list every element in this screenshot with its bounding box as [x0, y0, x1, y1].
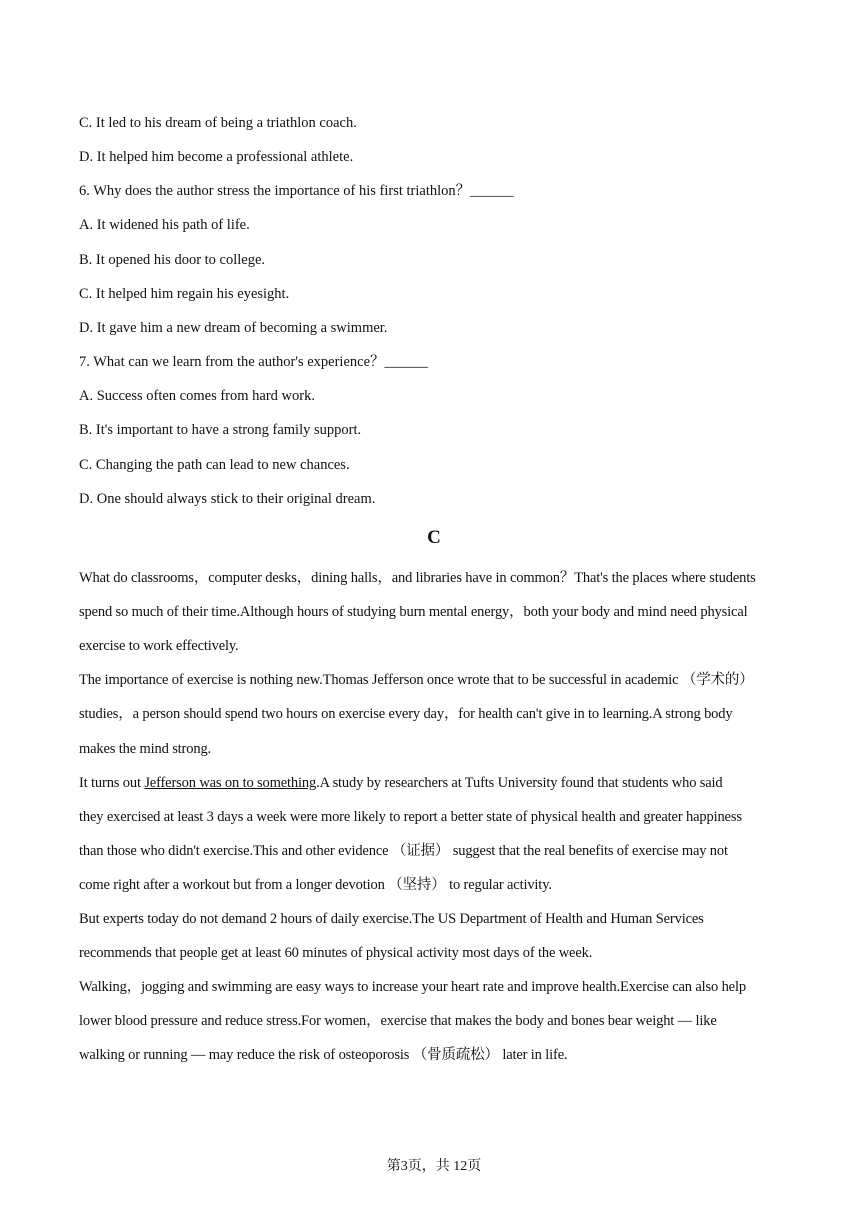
q7-option-d: D. One should always stick to their original dream. — [79, 491, 376, 507]
paragraph-3-lead: It turns out — [79, 775, 145, 791]
paragraph-5-line: Walking，jogging and swimming are easy ways to increase your heart rate and improve health.Exercise can also help — [79, 979, 746, 995]
question-6: 6. Why does the author stress the importance of his first triathlon？______ — [79, 183, 514, 199]
paragraph-2-line: The importance of exercise is nothing new.Thomas Jefferson once wrote that to be successful in academic （学术的） — [79, 672, 754, 688]
paragraph-1-line: exercise to work effectively. — [79, 638, 239, 654]
underlined-phrase: Jefferson was on to something — [144, 775, 317, 791]
q7-option-a: A. Success often comes from hard work. — [79, 388, 315, 404]
q7-option-b: B. It's important to have a strong family support. — [79, 422, 362, 438]
q6-option-c: C. It helped him regain his eyesight. — [79, 286, 290, 302]
option-d-prev: D. It helped him become a professional athlete. — [79, 149, 354, 165]
q6-option-b: B. It opened his door to college. — [79, 252, 266, 268]
paragraph-5-line: lower blood pressure and reduce stress.For women，exercise that makes the body and bones bear weight — like — [79, 1013, 717, 1029]
paragraph-2-line: makes the mind strong. — [79, 741, 212, 757]
paragraph-3-line: come right after a workout but from a longer devotion （坚持） to regular activity. — [79, 877, 552, 893]
section-heading: C — [427, 527, 441, 548]
paragraph-3-line: they exercised at least 3 days a week were more likely to report a better state of physical health and greater happiness — [79, 809, 742, 825]
paragraph-4-line: recommends that people get at least 60 minutes of physical activity most days of the week. — [79, 945, 593, 961]
q6-option-a: A. It widened his path of life. — [79, 217, 250, 233]
paragraph-1-line: What do classrooms，computer desks，dining halls，and libraries have in common？That's the places where students — [79, 570, 756, 586]
paragraph-5-line: walking or running — may reduce the risk of osteoporosis （骨质疏松） later in life. — [79, 1047, 568, 1063]
paragraph-1-line: spend so much of their time.Although hours of studying burn mental energy，both your body and mind need physical — [79, 604, 748, 620]
paragraph-3-rest: .A study by researchers at Tufts University found that students who said — [316, 775, 723, 791]
option-c-prev: C. It led to his dream of being a triathlon coach. — [79, 115, 357, 131]
paragraph-3-line: than those who didn't exercise.This and other evidence （证据） suggest that the real benefits of exercise may not — [79, 843, 728, 859]
paragraph-2-line: studies，a person should spend two hours on exercise every day，for health can't give in to learning.A strong body — [79, 706, 733, 722]
paragraph-4-line: But experts today do not demand 2 hours of daily exercise.The US Department of Health and Human Services — [79, 911, 704, 927]
paragraph-3-line — [79, 773, 791, 793]
page-footer: 第3页，共 12页 — [386, 1159, 482, 1174]
question-7: 7. What can we learn from the author's experience？______ — [79, 354, 429, 370]
q6-option-d: D. It gave him a new dream of becoming a swimmer. — [79, 320, 388, 336]
q7-option-c: C. Changing the path can lead to new chances. — [79, 457, 350, 473]
